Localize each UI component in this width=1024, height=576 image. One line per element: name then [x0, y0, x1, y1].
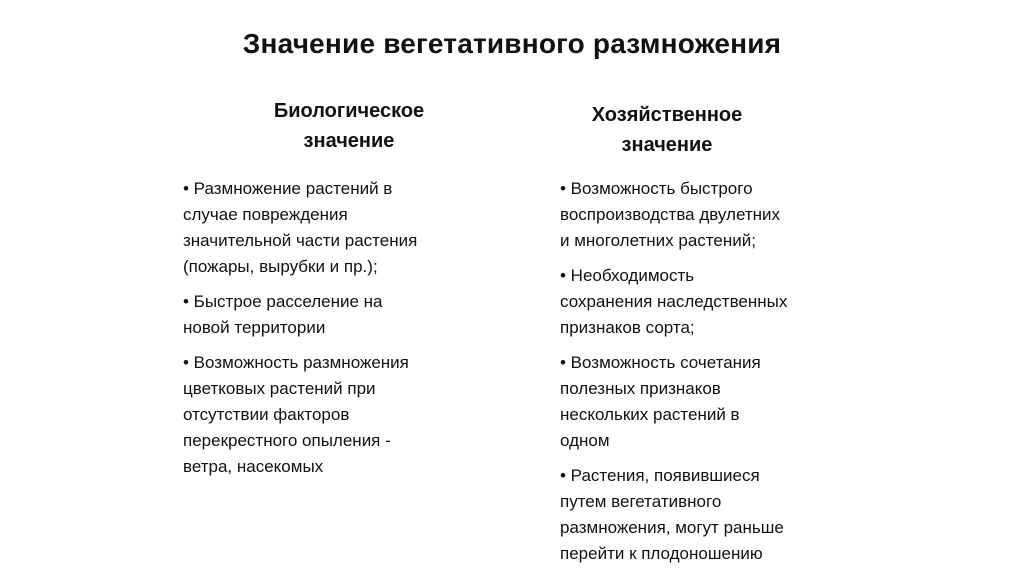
list-item: • Возможность сочетания полезных признаков нескольких растений в одном [560, 353, 761, 450]
list-item: • Растения, появившиеся путем вегетативного размножения, могут раньше перейти к плодоношению [560, 466, 784, 563]
biological-heading: Биологическое значение [273, 100, 425, 152]
list-item: • Быстрое расселение на новой территории [183, 292, 383, 337]
list-item: • Размножение растений в случае повреждения значительной части растения (пожары, вырубки и пр.); [183, 179, 418, 276]
list-item: • Возможность быстрого воспроизводства двулетних и многолетних растений; [560, 179, 781, 250]
biological-list [183, 176, 513, 489]
slide-title: Значение вегетативного размножения [242, 28, 782, 59]
list-item: • Возможность размножения цветковых растений при отсутствии факторов перекрестного опыления - ветра, насекомых [183, 353, 409, 476]
list-item: • Необходимость сохранения наследственных признаков сорта; [560, 266, 788, 337]
economic-heading: Хозяйственное значение [591, 104, 743, 156]
economic-list [560, 176, 860, 576]
